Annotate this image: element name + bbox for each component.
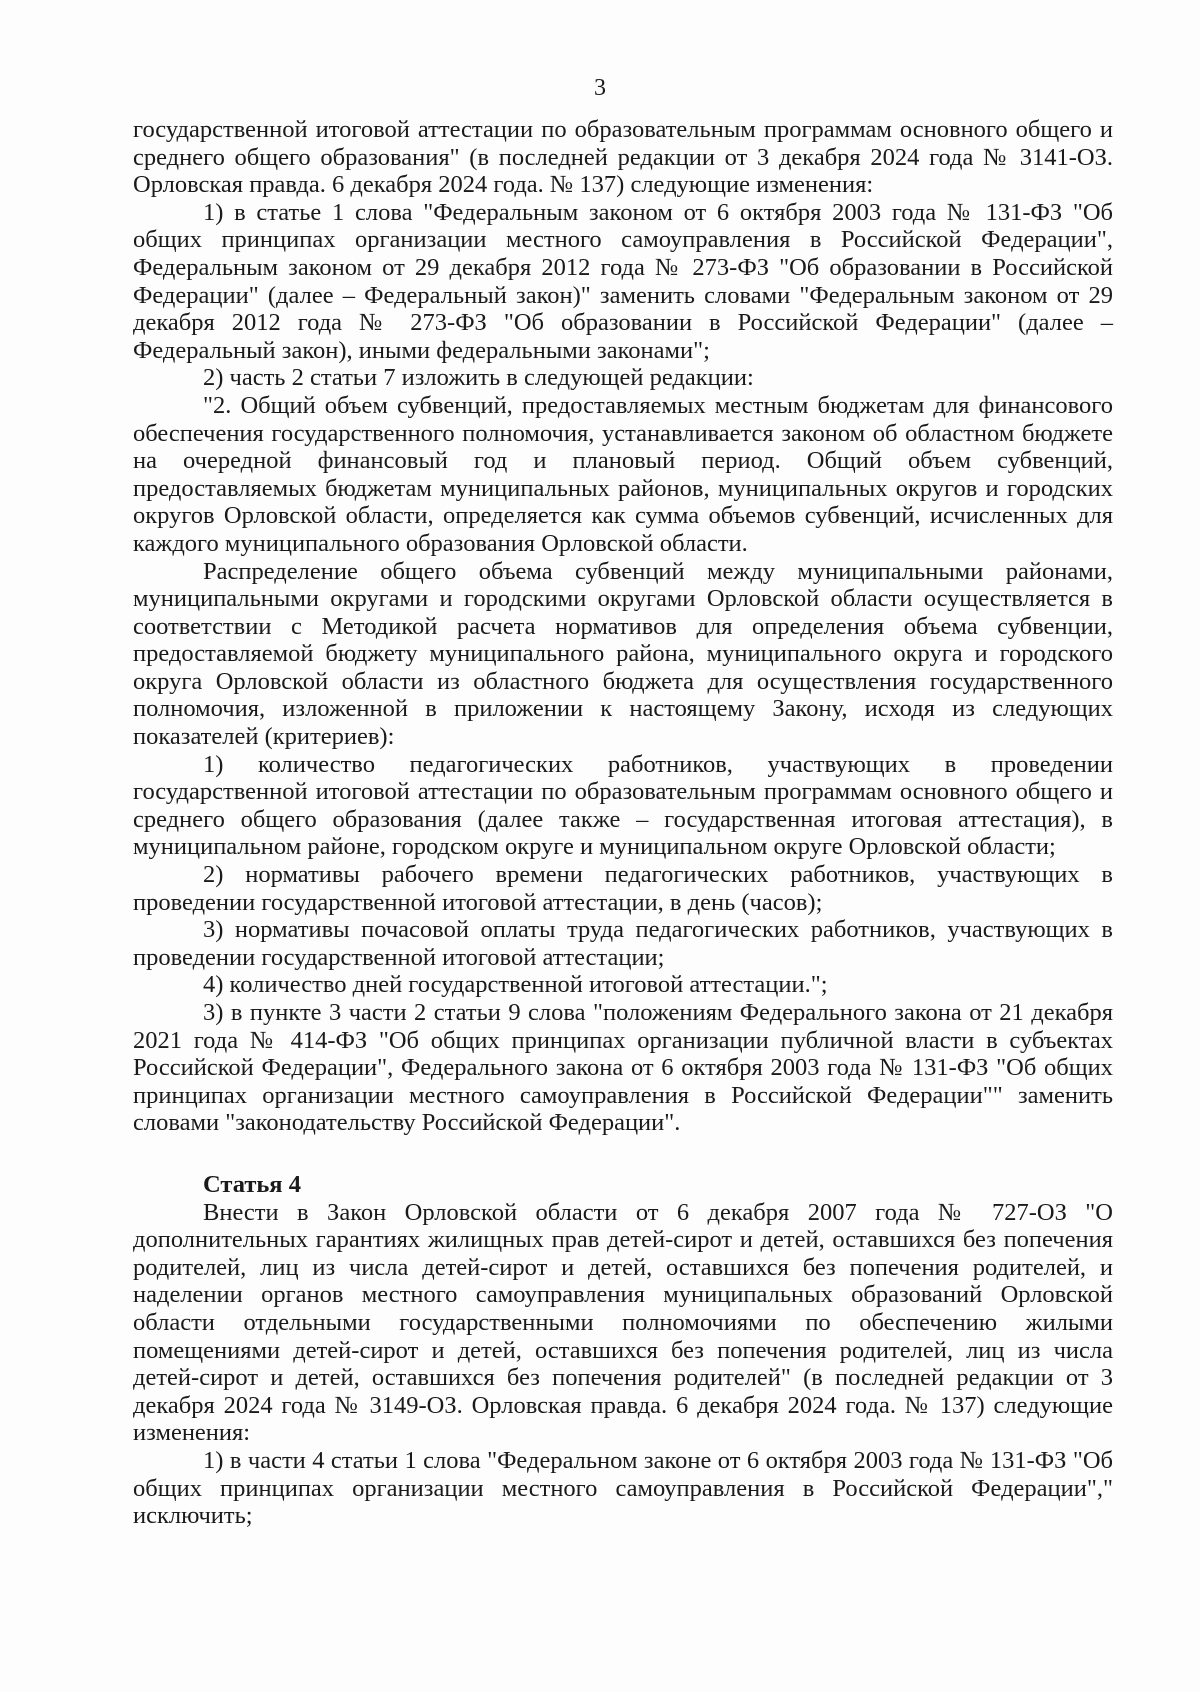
paragraph: 1) количество педагогических работников, участвующих в проведении государственной итоговой аттестации по образовательным программам основного общего и среднего общего образования (далее также – государственная итоговая аттестация), в муниципальном районе, городском округе и муниципальном округе Орловской области; xyxy=(133,750,1113,861)
paragraph: государственной итоговой аттестации по образовательным программам основного общего и среднего общего образования" (в последней редакции от 3 декабря 2024 года № 3141-ОЗ. Орловская правда. 6 декабря 2024 года. № 137) следующие изменения: xyxy=(133,116,1113,199)
document-body xyxy=(133,116,1113,1530)
paragraph: 3) нормативы почасовой оплаты труда педагогических работников, участвующих в проведении государственной итоговой аттестации; xyxy=(133,916,1113,971)
paragraph: 2) нормативы рабочего времени педагогических работников, участвующих в проведении государственной итоговой аттестации, в день (часов); xyxy=(133,861,1113,916)
paragraph: 1) в статье 1 слова "Федеральным законом от 6 октября 2003 года № 131-ФЗ "Об общих принципах организации местного самоуправления в Российской Федерации", Федеральным законом от 29 декабря 2012 года № 273-ФЗ "Об образовании в Российской Федерации" (далее – Федеральный закон)" заменить словами "Федеральным законом от 29 декабря 2012 года № 273-ФЗ "Об образовании в Российской Федерации" (далее – Федеральный закон), иными федеральными законами"; xyxy=(133,198,1113,364)
paragraph: Распределение общего объема субвенций между муниципальными районами, муниципальными округами и городскими округами Орловской области осуществляется в соответствии с Методикой расчета нормативов для определения объема субвенции, предоставляемой бюджету муниципального района, муниципального округа и городского округа Орловской области из областного бюджета для осуществления государственного полномочия, изложенной в приложении к настоящему Закону, исходя из следующих показателей (критериев): xyxy=(133,557,1113,751)
paragraph: 3) в пункте 3 части 2 статьи 9 слова "положениям Федерального закона от 21 декабря 2021 года № 414-ФЗ "Об общих принципах организации публичной власти в субъектах Российской Федерации", Федерального закона от 6 октября 2003 года № 131-ФЗ "Об общих принципах организации местного самоуправления в Российской Федерации"" заменить словами "законодательству Российской Федерации". xyxy=(133,999,1113,1137)
page-number: 3 xyxy=(594,75,606,101)
article-heading: Статья 4 xyxy=(203,1170,301,1198)
paragraph: 4) количество дней государственной итоговой аттестации."; xyxy=(203,971,828,999)
paragraph: Внести в Закон Орловской области от 6 декабря 2007 года № 727-ОЗ "О дополнительных гарантиях жилищных прав детей-сирот и детей, оставшихся без попечения родителей, лиц из числа детей-сирот и детей, оставшихся без попечения родителей, и наделении органов местного самоуправления муниципальных образований Орловской области отдельными государственными полномочиями по обеспечению жилыми помещениями детей-сирот и детей, оставшихся без попечения родителей, лиц из числа детей-сирот и детей, оставшихся без попечения родителей" (в последней редакции от 3 декабря 2024 года № 3149-ОЗ. Орловская правда. 6 декабря 2024 года. № 137) следующие изменения: xyxy=(133,1198,1113,1447)
paragraph: "2. Общий объем субвенций, предоставляемых местным бюджетам для финансового обеспечения государственного полномочия, устанавливается законом об областном бюджете на очередной финансовый год и плановый период. Общий объем субвенций, предоставляемых бюджетам муниципальных районов, муниципальных округов и городских округов Орловской области, определяется как сумма объемов субвенций, исчисленных для каждого муниципального образования Орловской области. xyxy=(133,391,1113,557)
paragraph: 1) в части 4 статьи 1 слова "Федеральном законе от 6 октября 2003 года № 131-ФЗ "Об общих принципах организации местного самоуправления в Российской Федерации"," исключить; xyxy=(133,1446,1113,1530)
paragraph: 2) часть 2 статьи 7 изложить в следующей редакции: xyxy=(203,364,754,392)
